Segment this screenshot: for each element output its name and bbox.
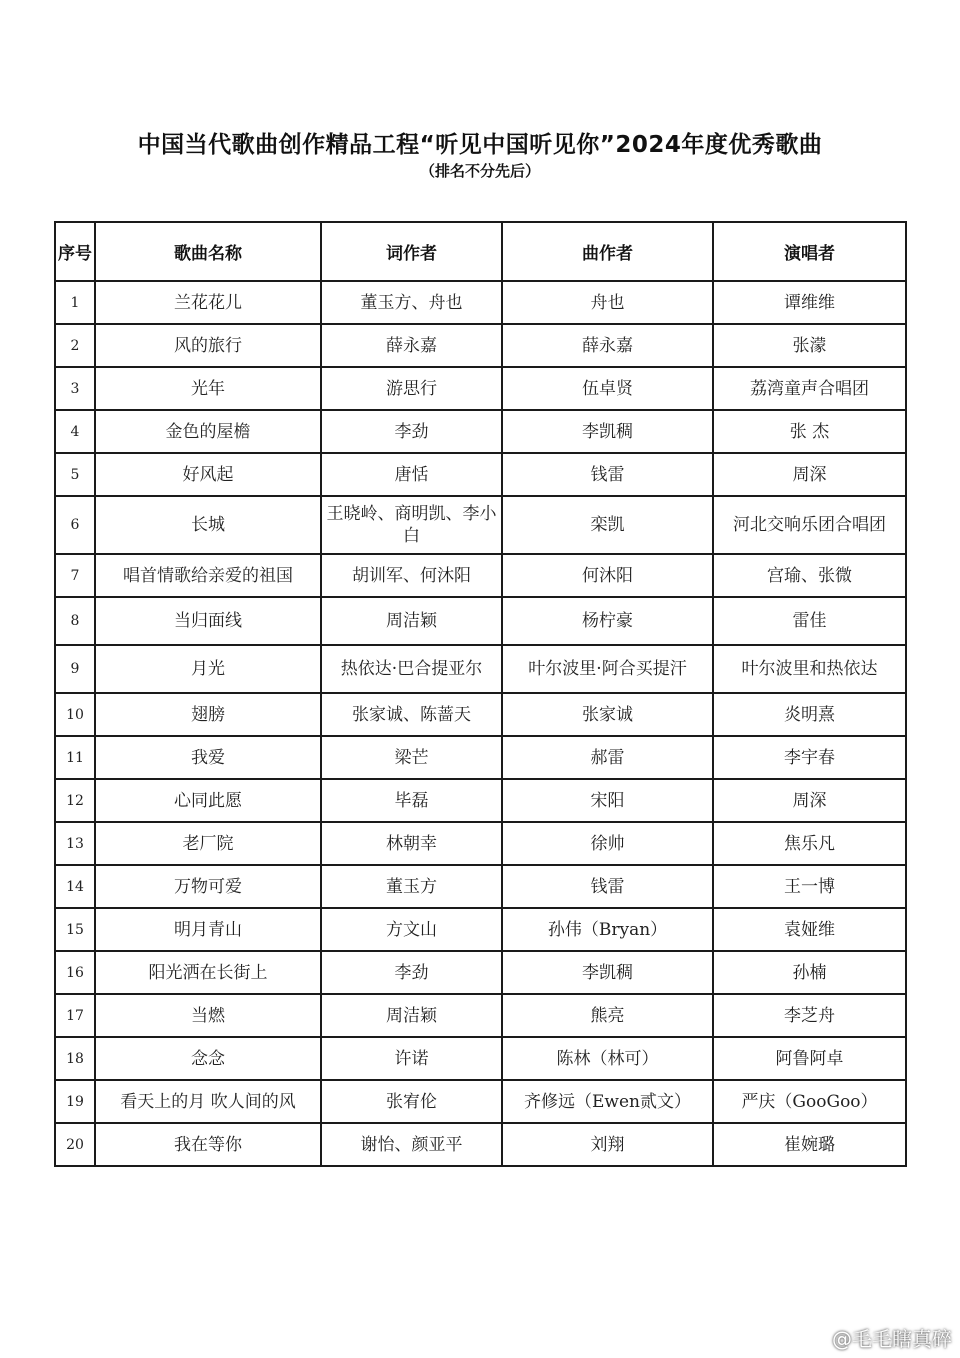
composer-cell: 李凯稠: [502, 410, 713, 453]
table-body: [55, 281, 906, 1166]
document-title: 中国当代歌曲创作精品工程“听见中国听见你”2024年度优秀歌曲: [137, 132, 823, 158]
composer-cell: 李凯稠: [502, 951, 713, 994]
row-number-cell: 10: [55, 693, 95, 736]
lyricist-cell: 周洁颖: [321, 994, 502, 1037]
song-title-cell: 兰花花儿: [95, 281, 321, 324]
row-number-cell: 9: [55, 645, 95, 693]
lyricist-cell: 李劲: [321, 951, 502, 994]
header-song: 歌曲名称: [95, 222, 321, 281]
song-title-cell: 翅膀: [95, 693, 321, 736]
lyricist-cell: 林朝幸: [321, 822, 502, 865]
composer-cell: 薛永嘉: [502, 324, 713, 367]
table-row: [55, 1123, 906, 1166]
row-number-cell: 2: [55, 324, 95, 367]
singer-cell: 宫瑜、张微: [713, 554, 906, 597]
row-number-cell: 1: [55, 281, 95, 324]
table-row: [55, 865, 906, 908]
song-title-cell: 我爱: [95, 736, 321, 779]
composer-cell: 何沐阳: [502, 554, 713, 597]
song-title-cell: 月光: [95, 645, 321, 693]
row-number-cell: 11: [55, 736, 95, 779]
lyricist-cell: 薛永嘉: [321, 324, 502, 367]
composer-cell: 宋阳: [502, 779, 713, 822]
table-header-row: [55, 222, 906, 281]
song-title-cell: 金色的屋檐: [95, 410, 321, 453]
lyricist-cell: 谢怡、颜亚平: [321, 1123, 502, 1166]
composer-cell: 钱雷: [502, 865, 713, 908]
row-number-cell: 14: [55, 865, 95, 908]
lyricist-cell: 周洁颖: [321, 597, 502, 645]
row-number-cell: 5: [55, 453, 95, 496]
singer-cell: 李芝舟: [713, 994, 906, 1037]
composer-cell: 熊亮: [502, 994, 713, 1037]
lyricist-cell: 胡训军、何沐阳: [321, 554, 502, 597]
singer-cell: 严庆（GooGoo）: [713, 1080, 906, 1123]
song-title-cell: 当燃: [95, 994, 321, 1037]
singer-cell: 崔婉璐: [713, 1123, 906, 1166]
singer-cell: 荔湾童声合唱团: [713, 367, 906, 410]
lyricist-cell: 张宥伦: [321, 1080, 502, 1123]
row-number-cell: 19: [55, 1080, 95, 1123]
row-number-cell: 6: [55, 496, 95, 554]
composer-cell: 张家诚: [502, 693, 713, 736]
lyricist-cell: 方文山: [321, 908, 502, 951]
watermark: [806, 1323, 952, 1352]
lyricist-cell: 毕磊: [321, 779, 502, 822]
header-number: 序号: [55, 222, 95, 281]
song-title-cell: 明月青山: [95, 908, 321, 951]
singer-cell: 阿鲁阿卓: [713, 1037, 906, 1080]
header-composer: 曲作者: [502, 222, 713, 281]
lyricist-cell: 唐恬: [321, 453, 502, 496]
document-subtitle: （排名不分先后）: [419, 162, 540, 180]
singer-cell: 袁娅维: [713, 908, 906, 951]
song-title-cell: 心同此愿: [95, 779, 321, 822]
row-number-cell: 4: [55, 410, 95, 453]
row-number-cell: 13: [55, 822, 95, 865]
singer-cell: 炎明熹: [713, 693, 906, 736]
table-row: [55, 367, 906, 410]
singer-cell: 李宇春: [713, 736, 906, 779]
composer-cell: 刘翔: [502, 1123, 713, 1166]
header-lyricist: 词作者: [321, 222, 502, 281]
row-number-cell: 7: [55, 554, 95, 597]
singer-cell: 周深: [713, 453, 906, 496]
song-title-cell: 念念: [95, 1037, 321, 1080]
table-row: [55, 693, 906, 736]
composer-cell: 叶尔波里·阿合买提汗: [502, 645, 713, 693]
row-number-cell: 20: [55, 1123, 95, 1166]
table-row: [55, 554, 906, 597]
singer-cell: 孙楠: [713, 951, 906, 994]
singer-cell: 谭维维: [713, 281, 906, 324]
singer-cell: 张 杰: [713, 410, 906, 453]
table-row: [55, 736, 906, 779]
watermark-text: @毛毛瞎真碎: [832, 1327, 952, 1351]
table-row: [55, 1080, 906, 1123]
song-title-cell: 万物可爱: [95, 865, 321, 908]
table-row: [55, 453, 906, 496]
lyricist-cell: 游思行: [321, 367, 502, 410]
row-number-cell: 3: [55, 367, 95, 410]
singer-cell: 河北交响乐团合唱团: [713, 496, 906, 554]
lyricist-cell: 董玉方、舟也: [321, 281, 502, 324]
song-title-cell: 好风起: [95, 453, 321, 496]
singer-cell: 周深: [713, 779, 906, 822]
row-number-cell: 8: [55, 597, 95, 645]
table-row: [55, 324, 906, 367]
composer-cell: 陈林（林可）: [502, 1037, 713, 1080]
song-title-cell: 我在等你: [95, 1123, 321, 1166]
composer-cell: 舟也: [502, 281, 713, 324]
composer-cell: 杨柠豪: [502, 597, 713, 645]
lyricist-cell: 热依达·巴合提亚尔: [321, 645, 502, 693]
weibo-icon: [806, 1329, 828, 1347]
table-row: [55, 645, 906, 693]
song-title-cell: 光年: [95, 367, 321, 410]
lyricist-cell: 许诺: [321, 1037, 502, 1080]
singer-cell: 雷佳: [713, 597, 906, 645]
header-singer: 演唱者: [713, 222, 906, 281]
row-number-cell: 15: [55, 908, 95, 951]
lyricist-cell: 梁芒: [321, 736, 502, 779]
singer-cell: 张濛: [713, 324, 906, 367]
row-number-cell: 16: [55, 951, 95, 994]
lyricist-cell: 张家诚、陈蔷天: [321, 693, 502, 736]
singer-cell: 焦乐凡: [713, 822, 906, 865]
table-row: [55, 1037, 906, 1080]
row-number-cell: 12: [55, 779, 95, 822]
songs-table: [54, 221, 907, 1167]
composer-cell: 孙伟（Bryan）: [502, 908, 713, 951]
composer-cell: 徐帅: [502, 822, 713, 865]
composer-cell: 齐修远（Ewen贰文）: [502, 1080, 713, 1123]
table-row: [55, 410, 906, 453]
table-row: [55, 951, 906, 994]
song-title-cell: 长城: [95, 496, 321, 554]
song-title-cell: 老厂院: [95, 822, 321, 865]
table-row: [55, 822, 906, 865]
composer-cell: 栾凯: [502, 496, 713, 554]
lyricist-cell: 李劲: [321, 410, 502, 453]
composer-cell: 伍卓贤: [502, 367, 713, 410]
lyricist-cell: 董玉方: [321, 865, 502, 908]
table-row: [55, 779, 906, 822]
row-number-cell: 18: [55, 1037, 95, 1080]
table-row: [55, 597, 906, 645]
singer-cell: 叶尔波里和热依达: [713, 645, 906, 693]
lyricist-cell: 王晓岭、商明凯、李小白: [321, 496, 502, 554]
table-row: [55, 496, 906, 554]
song-title-cell: 唱首情歌给亲爱的祖国: [95, 554, 321, 597]
table-row: [55, 908, 906, 951]
song-title-cell: 看天上的月 吹人间的风: [95, 1080, 321, 1123]
song-title-cell: 阳光洒在长街上: [95, 951, 321, 994]
table-row: [55, 281, 906, 324]
composer-cell: 钱雷: [502, 453, 713, 496]
song-title-cell: 当归面线: [95, 597, 321, 645]
song-title-cell: 风的旅行: [95, 324, 321, 367]
composer-cell: 郝雷: [502, 736, 713, 779]
row-number-cell: 17: [55, 994, 95, 1037]
singer-cell: 王一博: [713, 865, 906, 908]
table-row: [55, 994, 906, 1037]
